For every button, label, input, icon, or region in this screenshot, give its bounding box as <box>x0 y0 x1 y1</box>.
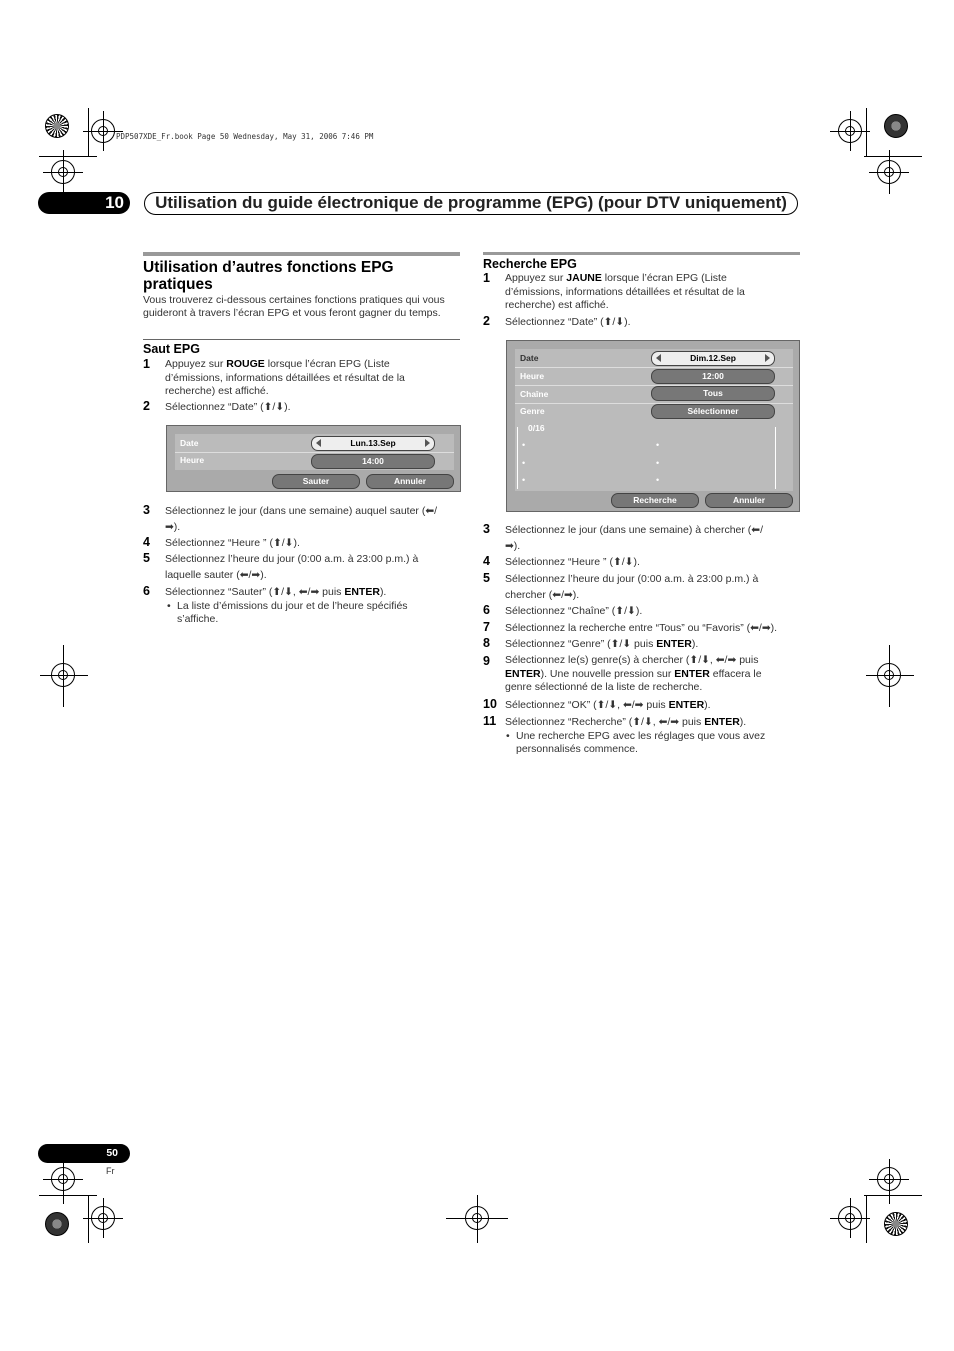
step-number: 8 <box>483 636 490 650</box>
genre-count: 0/16 <box>528 423 545 433</box>
step-text: Sélectionnez le(s) genre(s) à chercher (⬆/⬇, ⬅/➡ puis ENTER). Une nouvelle pression sur ENTER effacera le genre sélectionné de la liste de recherche. <box>505 654 762 693</box>
subsection-heading: Saut EPG <box>143 342 200 356</box>
file-mark: PDP507XDE_Fr.book Page 50 Wednesday, May 31, 2006 7:46 PM <box>116 132 374 141</box>
cancel-button[interactable]: Annuler <box>366 474 454 489</box>
bullet-note: • La liste d’émissions du jour et de l’heure spécifiés s’affiche. <box>177 600 442 625</box>
step-number: 10 <box>483 697 497 711</box>
step-text: Sélectionnez “Heure ” (⬆/⬇). <box>165 537 300 549</box>
step-number: 1 <box>143 357 150 371</box>
language-code: Fr <box>106 1166 115 1176</box>
genre-label: Genre <box>520 406 545 416</box>
step-text: Sélectionnez “Sauter” (⬆/⬇, ⬅/➡ puis ENTER). <box>165 586 387 598</box>
step-text: Sélectionnez “Chaîne” (⬆/⬇). <box>505 605 643 617</box>
step-text: Sélectionnez “Date” (⬆/⬇). <box>165 401 291 413</box>
date-selector[interactable]: Dim.12.Sep <box>651 351 775 366</box>
step-number: 6 <box>483 603 490 617</box>
chapter-title: Utilisation du guide électronique de programme (EPG) (pour DTV uniquement) <box>144 192 798 215</box>
time-selector[interactable]: 14:00 <box>311 454 435 469</box>
genre-item: • <box>522 440 526 450</box>
step-number: 9 <box>483 654 490 668</box>
step-number: 4 <box>483 554 490 568</box>
step-text: Sélectionnez la recherche entre “Tous” ou “Favoris” (⬅/➡). <box>505 622 778 634</box>
registration-mark-icon <box>51 1167 75 1191</box>
date-selector[interactable]: Lun.13.Sep <box>311 436 435 451</box>
genre-selector[interactable]: Sélectionner <box>651 404 775 419</box>
time-label: Heure <box>520 371 545 381</box>
step-text: Sélectionnez “Heure ” (⬆/⬇). <box>505 556 640 568</box>
step-number: 2 <box>143 399 150 413</box>
registration-mark-icon <box>51 663 75 687</box>
cancel-button[interactable]: Annuler <box>705 493 793 508</box>
section-rule <box>143 252 460 256</box>
step-number: 1 <box>483 271 490 285</box>
genre-item: • <box>522 458 526 468</box>
epg-skip-screen <box>166 425 461 492</box>
section-heading: Recherche EPG <box>483 257 577 271</box>
step-number: 4 <box>143 535 150 549</box>
bullet-note: • Une recherche EPG avec les réglages que vous avez personnalisés commence. <box>516 730 790 755</box>
registration-mark-icon <box>877 1167 901 1191</box>
step-text: Sélectionnez “Date” (⬆/⬇). <box>505 316 631 328</box>
step-text: Appuyez sur JAUNE lorsque l’écran EPG (Liste d’émissions, informations détaillées et résultat de la recherche) est affiché. <box>505 272 745 311</box>
genre-item: • <box>656 440 660 450</box>
registration-mark-icon <box>465 1206 489 1230</box>
registration-target-icon <box>884 114 908 138</box>
step-text: Sélectionnez “Genre” (⬆/⬇ puis ENTER). <box>505 638 699 650</box>
section-heading: Utilisation d’autres fonctions EPG pratiques <box>143 259 394 293</box>
page-number: 50 <box>38 1144 130 1163</box>
step-text: Appuyez sur ROUGE lorsque l’écran EPG (Liste d’émissions, informations détaillées et résultat de la recherche) est affiché. <box>165 358 405 397</box>
chapter-number: 10 <box>38 192 130 214</box>
step-number: 5 <box>483 571 490 585</box>
intro-paragraph: Vous trouverez ci-dessous certaines fonctions pratiques qui vous guideront à travers l’écran EPG et vous feront gagner du temps. <box>143 294 445 319</box>
search-button[interactable]: Recherche <box>611 493 699 508</box>
step-number: 11 <box>483 714 497 728</box>
registration-mark-icon <box>91 1206 115 1230</box>
time-selector[interactable]: 12:00 <box>651 369 775 384</box>
step-number: 3 <box>483 522 490 536</box>
time-label: Heure <box>180 455 205 465</box>
date-label: Date <box>520 353 539 363</box>
step-number: 2 <box>483 314 490 328</box>
channel-selector[interactable]: Tous <box>651 386 775 401</box>
left-arrow-icon[interactable] <box>656 354 661 362</box>
genre-list <box>517 423 776 489</box>
registration-mark-icon <box>91 119 115 143</box>
registration-mark-icon <box>838 119 862 143</box>
subsection-rule <box>143 339 460 340</box>
step-text: Sélectionnez le jour (dans une semaine) auquel sauter (⬅/ ➡). <box>165 505 438 533</box>
right-arrow-icon[interactable] <box>425 439 430 447</box>
left-arrow-icon[interactable] <box>316 439 321 447</box>
step-number: 3 <box>143 503 150 517</box>
registration-target-icon <box>45 1212 69 1236</box>
registration-mark-icon <box>877 160 901 184</box>
right-arrow-icon[interactable] <box>765 354 770 362</box>
genre-item: • <box>522 475 526 485</box>
skip-button[interactable]: Sauter <box>272 474 360 489</box>
step-text: Sélectionnez l’heure du jour (0:00 a.m. à 23:00 p.m.) à chercher (⬅/➡). <box>505 573 759 601</box>
step-number: 6 <box>143 584 150 598</box>
genre-item: • <box>656 475 660 485</box>
step-text: Sélectionnez “Recherche” (⬆/⬇, ⬅/➡ puis ENTER). <box>505 716 747 728</box>
step-number: 5 <box>143 551 150 565</box>
channel-label: Chaîne <box>520 389 549 399</box>
section-rule <box>483 252 800 255</box>
registration-target-icon <box>884 1212 908 1236</box>
genre-item: • <box>656 458 660 468</box>
registration-mark-icon <box>51 160 75 184</box>
date-label: Date <box>180 438 199 448</box>
step-number: 7 <box>483 620 490 634</box>
step-text: Sélectionnez l’heure du jour (0:00 a.m. à 23:00 p.m.) à laquelle sauter (⬅/➡). <box>165 553 419 581</box>
step-text: Sélectionnez “OK” (⬆/⬇, ⬅/➡ puis ENTER). <box>505 699 711 711</box>
registration-mark-icon <box>877 663 901 687</box>
registration-mark-icon <box>838 1206 862 1230</box>
registration-target-icon <box>45 114 69 138</box>
epg-search-screen <box>506 340 800 512</box>
step-text: Sélectionnez le jour (dans une semaine) à chercher (⬅/ ➡). <box>505 524 764 552</box>
